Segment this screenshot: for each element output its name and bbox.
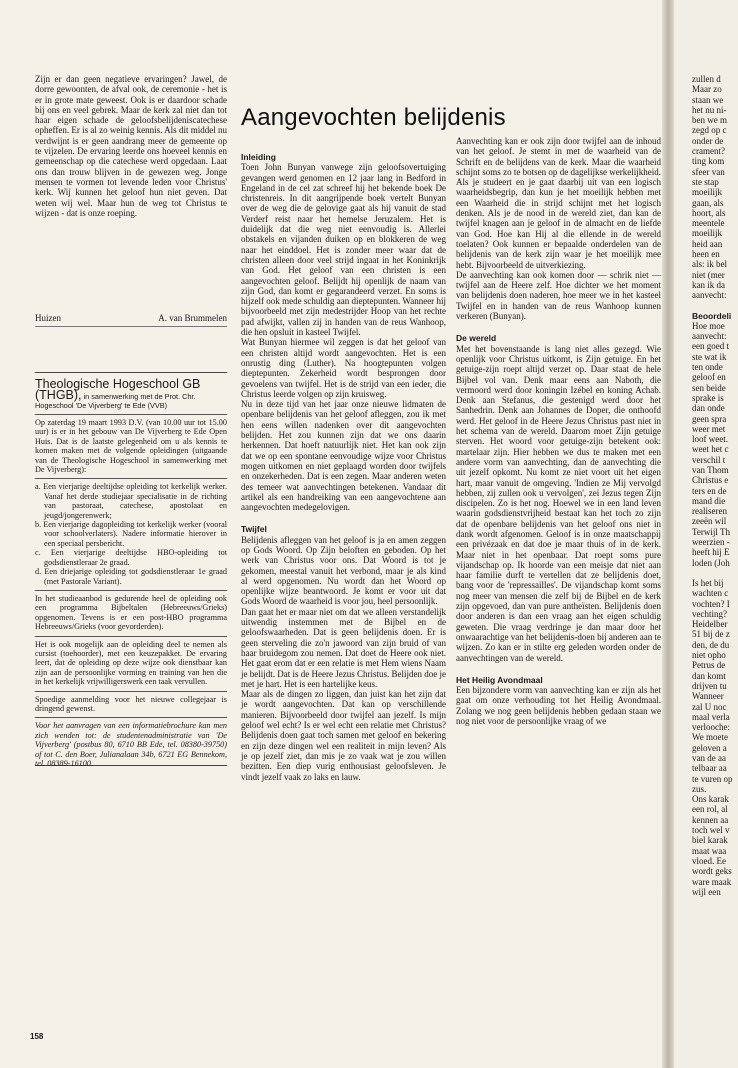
facing-line: heen en — [692, 249, 720, 260]
article-paragraph: Toen John Bunyan vanwege zijn geloofsovertuiging gevangen werd genomen en 12 jaar lang in Bedford in Engeland in de cel zat schreef hij het bekende boek De christenreis. In dit aangrijpende boek vertelt Bunyan over de weg die de gelovige gaat als hij vanuit de stad Verderf reist naar het hemelse Jeruzalem. Het is duidelijk dat die weg niet eenvoudig is. Allerlei obstakels en vijanden duiken op en blokkeren de weg naar het einddoel. Het is zonder meer waar dat de christen alleen door veel strijd ingaat in het Koninkrijk van God. Het geloof van een christen is een aangevochten geloof. Belijdt hij openlijk de naam van zijn God, dan komt er gegarandeerd verzet. En soms is hijzelf ook mede schuldig aan dieptepunten. Wanneer hij bijvoorbeeld met zijn medestrijder Hoop van het rechte pad afwijkt, vallen zij in handen van de reus Wanhoop, die hen opsluit in kasteel Twijfel. — [241, 162, 446, 338]
box-contact: Voor het aanvragen van een informatiebrochure kan men zich wenden tot: de studentenadministratie van 'De Vijverberg' (postbus 80, 6710 BB Ede, tel. 08380-39750) of tot C. den Boer, Julianalaan 34b, 6721 EG Bennekom, tel. 08389-16100. — [35, 721, 227, 768]
signature-place: Huizen — [35, 313, 61, 323]
facing-line: wachten c — [692, 588, 729, 599]
facing-line: heeft hij E — [692, 547, 730, 558]
article-paragraph: Aanvechting kan er ook zijn door twijfel aan de inhoud van het geloof. Je stemt in met de waarheid van de Schrift en de belijdens van de kerk. Maar die waarheid schijnt soms zo te botsen op de dagelijkse werkelijkheid. Als je studeert en je gaat daarbij uit van een logisch waarheidsbegrip, dan kun je het moeilijk hebben met een Waarheid die in strijd schijnt met het logisch denken. Als je de nood in de wereld ziet, dan kan de twijfel knagen aan je geloof in de almacht en de liefde van God. Hoe kan Hij al die ellende in de wereld toelaten? Ook kunnen er bepaalde onderdelen van de belijdenis van de kerk zijn waar je het moeilijk mee hebt. Bijvoorbeeld de uitverkiezing. — [456, 136, 661, 270]
facing-line: toch wel v — [692, 825, 730, 836]
school-subtitle — [35, 388, 227, 410]
facing-line: kennen aa — [692, 814, 729, 825]
facing-line: ters en de — [692, 485, 727, 496]
course-item: a. Een vierjarige deeltijdse opleiding tot kerkelijk werker. Vanaf het derde studiejaar specialisatie in de richting van pastoraat, catechese, apostolaat en jeugd/jongerenwerk; — [35, 482, 227, 520]
facing-line: ting kom — [692, 156, 725, 167]
facing-line: zeeën wil — [692, 516, 727, 527]
box-rule — [35, 691, 227, 692]
facing-line: staan we — [692, 94, 724, 105]
box-rule — [35, 636, 227, 637]
course-list — [35, 482, 227, 585]
article-column-2 — [456, 136, 661, 726]
facing-line: drijven tu — [692, 680, 727, 691]
facing-line: sprake is — [692, 392, 724, 403]
facing-line: ten onde — [692, 362, 723, 373]
facing-line: We moete — [692, 732, 729, 743]
facing-line: Petrus de — [692, 660, 726, 671]
article-column-1 — [241, 152, 446, 782]
facing-line: realiseren — [692, 506, 727, 517]
page-number: 158 — [30, 1032, 44, 1041]
facing-line: telbaar aa — [692, 763, 727, 774]
book-gutter — [662, 0, 674, 1068]
facing-line: niet (mer — [692, 269, 725, 280]
facing-line: wijl een — [692, 886, 721, 897]
facing-line: maal verla — [692, 711, 730, 722]
article-paragraph: Een bijzondere vorm van aanvechting kan er zijn als het gaat om onze verhouding tot het Heilig Avondmaal. Zolang we nog geen belijdenis hebben gedaan staan we nog niet voor de persoonlijke vraag of we — [456, 685, 661, 727]
facing-line: geloven a — [692, 742, 727, 753]
section-heading: Beoordeli — [692, 310, 732, 321]
section-heading: De wereld — [456, 333, 497, 344]
facing-line: zullen d — [692, 74, 721, 84]
article-paragraph: De aanvechting kan ook komen door — schrik niet — twijfel aan de Heere zelf. Hoe dichter we het moment van belijdenis doen naderen, hoe meer we in het kasteel Twijfel en in handen van de reus Wanhoop kunnen verkeren (Bunyan). — [456, 269, 661, 322]
facing-line: heid aan — [692, 238, 723, 249]
facing-line: dan komt — [692, 670, 726, 681]
facing-line: Terwijl Th — [692, 526, 730, 537]
divider — [35, 326, 227, 327]
box-paragraph: Spoedige aanmelding voor het nieuwe collegejaar is dringend gewenst. — [35, 694, 227, 713]
facing-line: Wanneer — [692, 691, 724, 702]
facing-line: sfeer van — [692, 166, 725, 177]
article-paragraph: Belijdenis afleggen van het geloof is ja en amen zeggen op Gods Woord. Op Zijn beloften en geboden. Op het werk van Christus voor ons. Dat Woord is tot je gekomen, meestal vanuit het verbond, maar je als kind al werd opgenomen. Nu wordt dan het Woord op openlijke wijze beantwoord. Je komt er voor uit dat Gods Woord de waarheid is voor jou, heel persoonlijk. — [241, 534, 446, 607]
facing-line: onder de — [692, 135, 724, 146]
section-heading: Twijfel — [241, 524, 267, 535]
facing-line: Heidelber — [692, 619, 728, 630]
facing-line: 51 bij de z — [692, 629, 730, 640]
facing-line: biel karak — [692, 835, 728, 846]
facing-line: vochten? I — [692, 598, 730, 609]
box-rule — [35, 478, 227, 479]
article-paragraph: Met het bovenstaande is lang niet alles gezegd. Wie openlijk voor Christus uitkomt, is Zijn getuige. En het getuige-zijn roept altijd verzet op. Daar staat de hele Bijbel vol van. Denk maar eens aan Naboth, die vermoord werd door koningin Izébel en koning Achab. Denk aan Stefanus, die gestenigd werd door het Sanhedrin. Denk aan Johannes de Doper, die onthoofd werd. Het geloof in de Heere Jezus Christus past niet in het schema van de wereld. Daarom moet Zijn getuige sterven. Het woord voor getuige-zijn betekent ook: martelaar zijn. Hier hebben we dus te maken met een andere vorm van aanvechting, dan de aanvechting die uit jezelf opkomt. Nu komt ze niet voort uit het eigen hart, maar vanuit de omgeving. 'Indien ze Mij vervolgd hebben, zij zullen ook u vervolgen', zei Jezus tegen Zijn discipelen. Zo is het nog. Hoewel we in een land leven waarin godsdienstvrijheid bestaat kan het toch zo zijn dat de openbare belijdenis van het geloof ons niet in dank wordt afgenomen. Geloof is in onze maatschappij een privézaak en dat doe je maar thuis of in de kerk. Maar niet in het openbaar. Dat roept soms pure vijandschap op. Ik hoorde van een meisje dat niet aan haar familie durft te vertellen dat ze belijdenis doet, bang voor de 'repressailles'. De vijandschap komt soms nog meer van mensen die zelf bij de Bijbel en de kerk zijn opgevoed, dan van pure antheïsten. Belijdenis doen door anderen is dan een vraag aan het eigen schuldig geweten. Die vraag verdringe je dan maar door het onwaarachtige van het belijdenis-doen bij anderen aan te wijzen. Zo kan er in stilte erg geleden worden onder de aanvechtingen van de wereld. — [456, 343, 661, 663]
facing-line: vloed. Ee — [692, 855, 726, 866]
school-abbr: (THGB), — [35, 388, 82, 402]
facing-line: niet opho — [692, 650, 726, 661]
facing-line: ben we m — [692, 115, 727, 126]
facing-line: verschil t — [692, 454, 726, 465]
facing-line: zus. — [692, 783, 707, 794]
facing-line: ware maak — [692, 876, 732, 887]
article-paragraph: Dan gaat het er maar niet om dat we alleen verstandelijk uitwendig instemmen met de Bijbel en de geloofswaarheden. Dat is geen belijdenis doen. Er is geen sterveling die zo'n jawoord van zijn bruid of van haar bruidegom zou nemen. Dat doet de Heere ook niet. Het gaat erom dat er een relatie is met Hem wiens Naam je belijdt. Dat is de Heere Jezus Christus. Belijden doe je met je hart. Het is een hartelijke keus. — [241, 606, 446, 689]
course-item: d. Een driejarige opleiding tot godsdienstleraar 1e graad (met Pastorale Variant). — [35, 567, 227, 586]
school-subtitle-rest: in samenwerking met de Prot. Chr. Hogeschool 'De Vijverberg' te Ede (VVB) — [35, 392, 196, 410]
facing-page-text — [692, 74, 738, 897]
article-title: Aangevochten belijdenis — [241, 104, 506, 131]
facing-line: geen spra — [692, 413, 727, 424]
facing-line: weet het c — [692, 444, 729, 455]
facing-line: weer met — [692, 423, 726, 434]
box-rule — [35, 717, 227, 718]
facing-line: wordt geks — [692, 866, 732, 877]
facing-line: loden (Joh — [692, 557, 730, 568]
facing-line: dan onde — [692, 403, 725, 414]
facing-line: vechting? — [692, 608, 727, 619]
box-paragraph: Het is ook mogelijk aan de opleiding deel te nemen als cursist (toehoorder), met een keuzepakket. De ervaring leert, dat de opleiding op deze wijze ook dienstbaar kan zijn aan de persoonlijke vorming en training van hen die in het kerkelijk vrijwilligerswerk een taak vervullen. — [35, 639, 227, 687]
facing-line: een rol, al — [692, 804, 728, 815]
facing-line: moeilijk — [692, 187, 722, 198]
facing-line: van de aa — [692, 753, 726, 763]
facing-line: gaan, als — [692, 197, 724, 208]
facing-line: kan ik da — [692, 279, 725, 290]
section-heading: Het Heilig Avondmaal — [456, 674, 543, 685]
school-name: Theologische Hogeschool GB — [35, 377, 201, 391]
box-rule — [35, 414, 227, 415]
facing-line: geloof en — [692, 372, 726, 383]
section-heading: Inleiding — [241, 152, 276, 162]
facing-line: Ons karak — [692, 794, 729, 805]
facing-line: aanvecht: — [692, 290, 727, 301]
box-rule — [35, 590, 227, 591]
facing-line: mand die — [692, 495, 726, 506]
facing-line: sen beide — [692, 382, 726, 393]
facing-line: crament? — [692, 146, 725, 157]
facing-line: maat waa — [692, 845, 727, 856]
facing-line: ste wat ik — [692, 351, 727, 362]
facing-line: loof weet. — [692, 434, 728, 445]
article-paragraph: Wat Bunyan hiermee wil zeggen is dat het geloof van een christen altijd wordt aangevochten. Het is een onrustig ding (Luther). Na hoogtepunten volgen dieptepunten. Zekerheid wordt besprongen door gevoelens van twijfel. Het is de strijd van een ieder, die Christus leerde volgen op zijn kruisweg. — [241, 337, 446, 399]
facing-line: weerzien - — [692, 537, 730, 548]
facing-line: verlooche: — [692, 722, 730, 733]
facing-line: Maar zo — [692, 84, 722, 95]
facing-line: zegd op c — [692, 125, 727, 136]
facing-line: ste stap — [692, 176, 719, 187]
article-paragraph: Maar als de dingen zo liggen, dan juist kan het zijn dat je wordt aangevochten. Dat kan op verschillende manieren. Bijvoorbeeld door twijfel aan jezelf. Is mijn geloof wel echt? Is er wel echt een relatie met Christus? Belijdenis doen gaat toch samen met geloof en bekering en zijn deze dingen wel een realiteit in mijn leven? Als je op jezelf ziet, dan mis je zo vaak wat je zou willen bezitten. Een diep vurig enthousiast geloofsleven. Je vindt jezelf vaak zo laks en lauw. — [241, 689, 446, 782]
facing-line: zal U noc — [692, 701, 727, 712]
course-item: c. Een vierjarige deeltijdse HBO-opleiding tot godsdienstleraar 2e graad. — [35, 548, 227, 567]
facing-line: een goed t — [692, 341, 729, 352]
facing-line: den, de du — [692, 639, 730, 650]
signature-author: A. van Brummelen — [158, 313, 227, 323]
facing-line: Christus e — [692, 475, 729, 486]
article-paragraph: Nu in deze tijd van het jaar onze nieuwe lidmaten de openbare belijdenis van het geloof afleggen, zou ik met hen eens willen nadenken over dit aangevochten belijden. Het zou kunnen zijn dat we ons daarin herkennen. Dat hoeft natuurlijk niet. Het kan ook zijn dat we op een spontane eenvoudige wijze voor Christus mogen uitkomen en niet geplaagd worden door twijfels en onzekerheden. Dat is een zegen. Maar anderen weten des temeer wat aanvechtingen betekenen. Vandaar dit artikel als een handreiking van een aangevochtene aan aangevochten medegelovigen. — [241, 399, 446, 513]
facing-line: moeilijk — [692, 228, 722, 239]
facing-line: Is het bij — [692, 577, 724, 588]
course-item: b. Een vierjarige dagopleiding tot kerkelijk werker (vooral voor schoolverlaters). Nadere informatie hierover in een speciaal persbericht. — [35, 520, 227, 548]
facing-line: meentele — [692, 218, 725, 229]
facing-line: van Thom — [692, 464, 729, 475]
signature — [35, 313, 227, 323]
box-paragraph: In het studieaanbod is gedurende heel de opleiding ook een programma Bijbeltalen (Hebreeuws/Grieks) opgenomen. Tevens is er een post-HBO programma Hebreeuws/Grieks (voor gevorderden). — [35, 593, 227, 632]
left-column — [35, 74, 227, 218]
facing-line: aanvecht: — [692, 331, 727, 342]
box-intro: Op zaterdag 19 maart 1993 D.V. (van 10.00 uur tot 15.00 uur) is er in het gebouw van De Vijverberg te Ede Open Huis. Dat is de laatste gelegenheid om u als kennis te komen maken met de volgende opleidingen (uitgaande van de Theologische Hogeschool in samenwerking met De Vijverberg): — [35, 418, 227, 475]
facing-line: het nu ni- — [692, 104, 727, 115]
facing-line: hoort, als — [692, 207, 726, 218]
facing-line: Hoe moe — [692, 320, 725, 331]
facing-line: te vuren op — [692, 773, 733, 784]
facing-line: als: ik bel — [692, 259, 727, 270]
closing-paragraph: Zijn er dan geen negatieve ervaringen? Jawel, de dorre gewoonten, de afval ook, de ceremonie - het is er in grote mate geweest. Ook is er daardoor schade bij ons en veel gebrek. Maar de kerk zal niet dan tot haar eigen schade de geloofsbelijdeniscatechese opheffen. Er is al zo weinig kennis. Als dit middel nu verdwijnt is er geen aandrang meer de gemeente op te vijzelen. De ervaring leerde ons hoeveel kennis en gemeenschap op die catechese werd opgedaan. Laat ons dan trouw blijven in de gewezen weg. Jonge mensen te vormen tot levende leden voor Christus' kerk. Wij kunnen het geloof hun niet geven. Dat weten wij wel. Maar hun de weg tot Christus te wijzen - dat is onze roeping. — [35, 74, 227, 218]
school-announcement-box — [35, 372, 227, 766]
